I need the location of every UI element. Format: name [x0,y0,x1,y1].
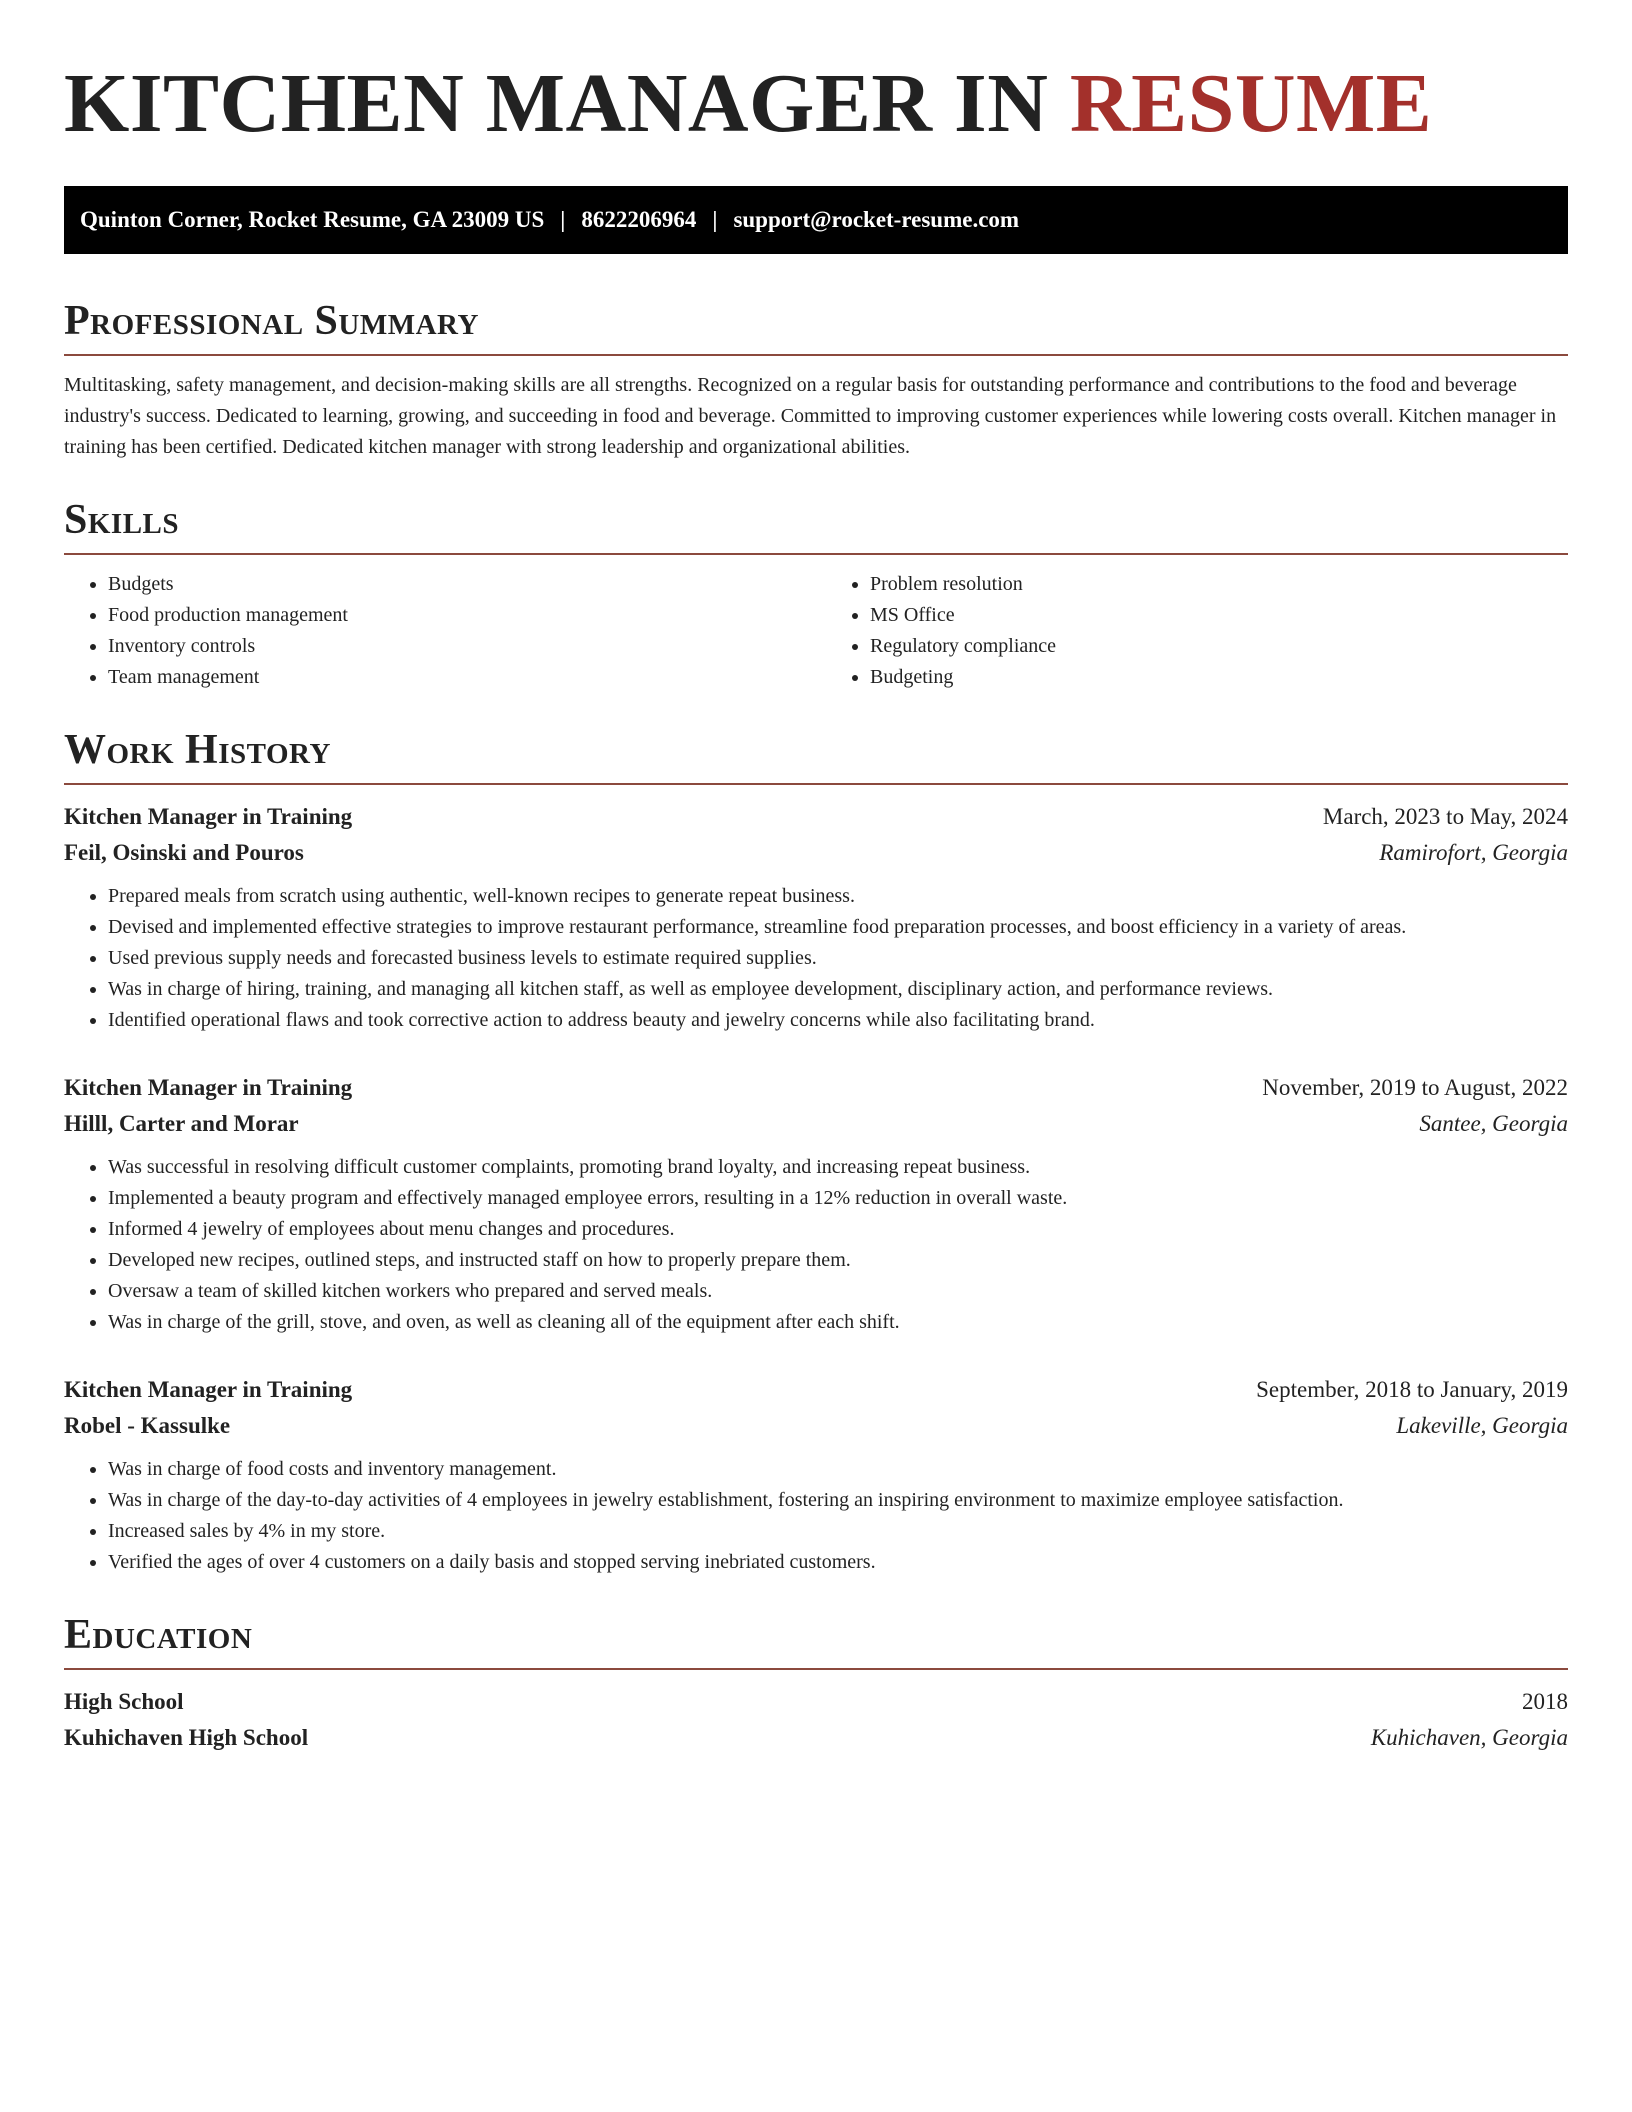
job-bullet: • Developed new recipes, outlined steps, and instructed staff on how to properly prepare them. [108,1245,1568,1276]
job-bullets [64,1454,1568,1578]
job-bullet: • Was in charge of hiring, training, and managing all kitchen staff, as well as employee development, disciplinary action, and performance reviews. [108,974,1568,1005]
skill-item: • MS Office [870,600,1568,631]
skill-item: • Problem resolution [870,569,1568,600]
education-location: Kuhichaven, Georgia [1370,1725,1568,1750]
job-bullet: • Verified the ages of over 4 customers on a daily basis and stopped serving inebriated customers. [108,1547,1568,1578]
skill-item: • Inventory controls [108,631,806,662]
contact-separator: | [712,207,718,232]
job-bullet: • Was in charge of food costs and inventory management. [108,1454,1568,1485]
education-degree: High School [64,1689,184,1714]
education-year: 2018 [1522,1689,1568,1714]
job-title: Kitchen Manager in Training [64,1075,353,1100]
job-bullet: • Prepared meals from scratch using authentic, well-known recipes to generate repeat business. [108,881,1568,912]
section-divider [64,783,1568,785]
work-section [64,725,1568,1578]
job-bullet: • Devised and implemented effective strategies to improve restaurant performance, streamline food preparation processes, and boost efficiency in a variety of areas. [108,912,1568,943]
job-bullet: • Implemented a beauty program and effectively managed employee errors, resulting in a 12% reduction in overall waste. [108,1183,1568,1214]
title-main: KITCHEN MANAGER IN [64,57,1070,150]
skills-heading: Skills [64,497,180,543]
contact-email: support@rocket-resume.com [733,207,1020,232]
skills-section [64,495,1568,693]
job-title: Kitchen Manager in Training [64,804,353,829]
job-bullets [64,881,1568,1036]
job-location: Santee, Georgia [1419,1111,1568,1136]
resume-title [64,48,1568,160]
job-bullet: • Was in charge of the day-to-day activities of 4 employees in jewelry establishment, fostering an inspiring environment to maximize employee satisfaction. [108,1485,1568,1516]
education-section [64,1610,1568,1756]
job-bullet: • Was successful in resolving difficult customer complaints, promoting brand loyalty, and increasing repeat business. [108,1152,1568,1183]
job-location: Ramirofort, Georgia [1379,840,1568,865]
skills-grid [64,569,1568,693]
contact-address: Quinton Corner, Rocket Resume, GA 23009 US [80,207,545,232]
job-location: Lakeville, Georgia [1396,1413,1568,1438]
job-dates: November, 2019 to August, 2022 [1262,1075,1568,1100]
summary-section [64,296,1568,463]
skill-item: • Food production management [108,600,806,631]
education-entry [64,1684,1568,1756]
job-bullet: • Increased sales by 4% in my store. [108,1516,1568,1547]
job-bullet: • Used previous supply needs and forecasted business levels to estimate required supplies. [108,943,1568,974]
job-bullets [64,1152,1568,1338]
skill-item: • Budgeting [870,662,1568,693]
job-title: Kitchen Manager in Training [64,1377,353,1402]
contact-bar [64,186,1568,254]
contact-phone: 8622206964 [581,207,697,232]
section-divider [64,1668,1568,1670]
skill-item: • Team management [108,662,806,693]
job-dates: September, 2018 to January, 2019 [1256,1377,1568,1402]
summary-heading: Professional Summary [64,298,479,344]
contact-separator: | [560,207,566,232]
job-entry [64,1372,1568,1578]
job-entry [64,799,1568,1036]
job-bullet: • Was in charge of the grill, stove, and oven, as well as cleaning all of the equipment after each shift. [108,1307,1568,1338]
summary-text: Multitasking, safety management, and decision-making skills are all strengths. Recognized on a regular basis for outstanding performance and contributions to the food and beverage industry's success. Dedicated to learning, growing, and succeeding in food and beverage. Committed to improving customer experiences while lowering costs overall. Kitchen manager in training has been certified. Dedicated kitchen manager with strong leadership and organizational abilities. [64,374,1557,458]
education-heading: Education [64,1612,253,1658]
skill-item: • Regulatory compliance [870,631,1568,662]
education-school: Kuhichaven High School [64,1725,309,1750]
job-company: Feil, Osinski and Pouros [64,840,304,865]
job-bullet: • Identified operational flaws and took corrective action to address beauty and jewelry concerns while also facilitating brand. [108,1005,1568,1036]
job-dates: March, 2023 to May, 2024 [1322,804,1568,829]
title-accent: RESUME [1069,57,1433,150]
section-divider [64,553,1568,555]
job-bullet: • Oversaw a team of skilled kitchen workers who prepared and served meals. [108,1276,1568,1307]
skills-list-right [826,569,1568,693]
job-bullet: • Informed 4 jewelry of employees about menu changes and procedures. [108,1214,1568,1245]
skill-item: • Budgets [108,569,806,600]
job-entry [64,1070,1568,1338]
job-company: Robel - Kassulke [64,1413,231,1438]
job-company: Hilll, Carter and Morar [64,1111,299,1136]
section-divider [64,354,1568,356]
skills-list-left [64,569,806,693]
work-heading: Work History [64,727,331,773]
